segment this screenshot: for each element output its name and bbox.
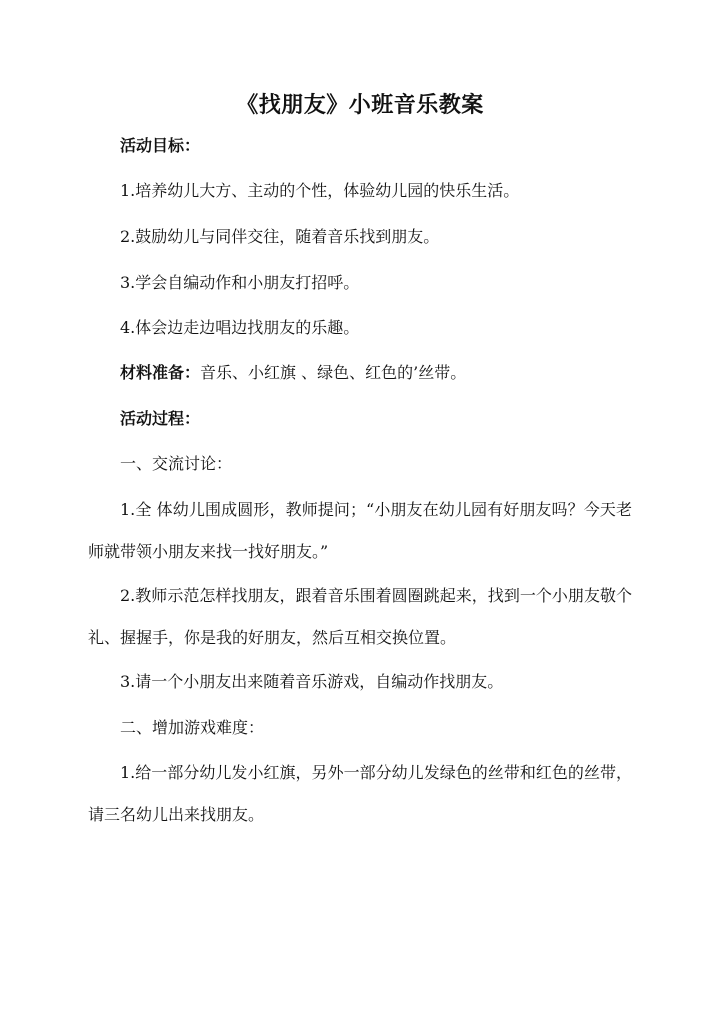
part1-step-3: 3.请一个小朋友出来随着音乐游戏，自编动作找朋友。 [120,672,504,691]
part2-heading: 二、增加游戏难度： [120,718,265,737]
materials-text: 音乐、小红旗 、绿色、红色的’丝带。 [200,363,467,382]
goal-item-4: 4.体会边走边唱边找朋友的乐趣。 [120,318,360,337]
materials-label: 材料准备： [120,363,201,382]
part2-step-1: 1.给一部分幼儿发小红旗，另外一部分幼儿发绿色的丝带和红色的丝带，请三名幼儿出来找朋友。 [88,763,632,824]
goal-item-2: 2.鼓励幼儿与同伴交往，随着音乐找到朋友。 [120,227,440,246]
goal-item-1: 1.培养幼儿大方、主动的个性，体验幼儿园的快乐生活。 [120,181,520,200]
part1-step-1: 1.全 体幼儿围成圆形，教师提问；“小朋友在幼儿园有好朋友吗？今天老师就带领小朋友来找一找好朋友。” [88,500,632,561]
process-heading: 活动过程： [120,409,201,428]
materials-paragraph [88,352,632,394]
part1-step-2: 2.教师示范怎样找朋友，跟着音乐围着圆圈跳起来，找到一个小朋友敬个礼、握握手，你是我的好朋友，然后互相交换位置。 [88,586,632,647]
goal-item-3: 3.学会自编动作和小朋友打招呼。 [120,273,360,292]
part1-heading: 一、交流讨论： [120,454,233,473]
goal-heading: 活动目标： [120,136,201,155]
document-title: 《找朋友》小班音乐教案 [236,93,484,118]
